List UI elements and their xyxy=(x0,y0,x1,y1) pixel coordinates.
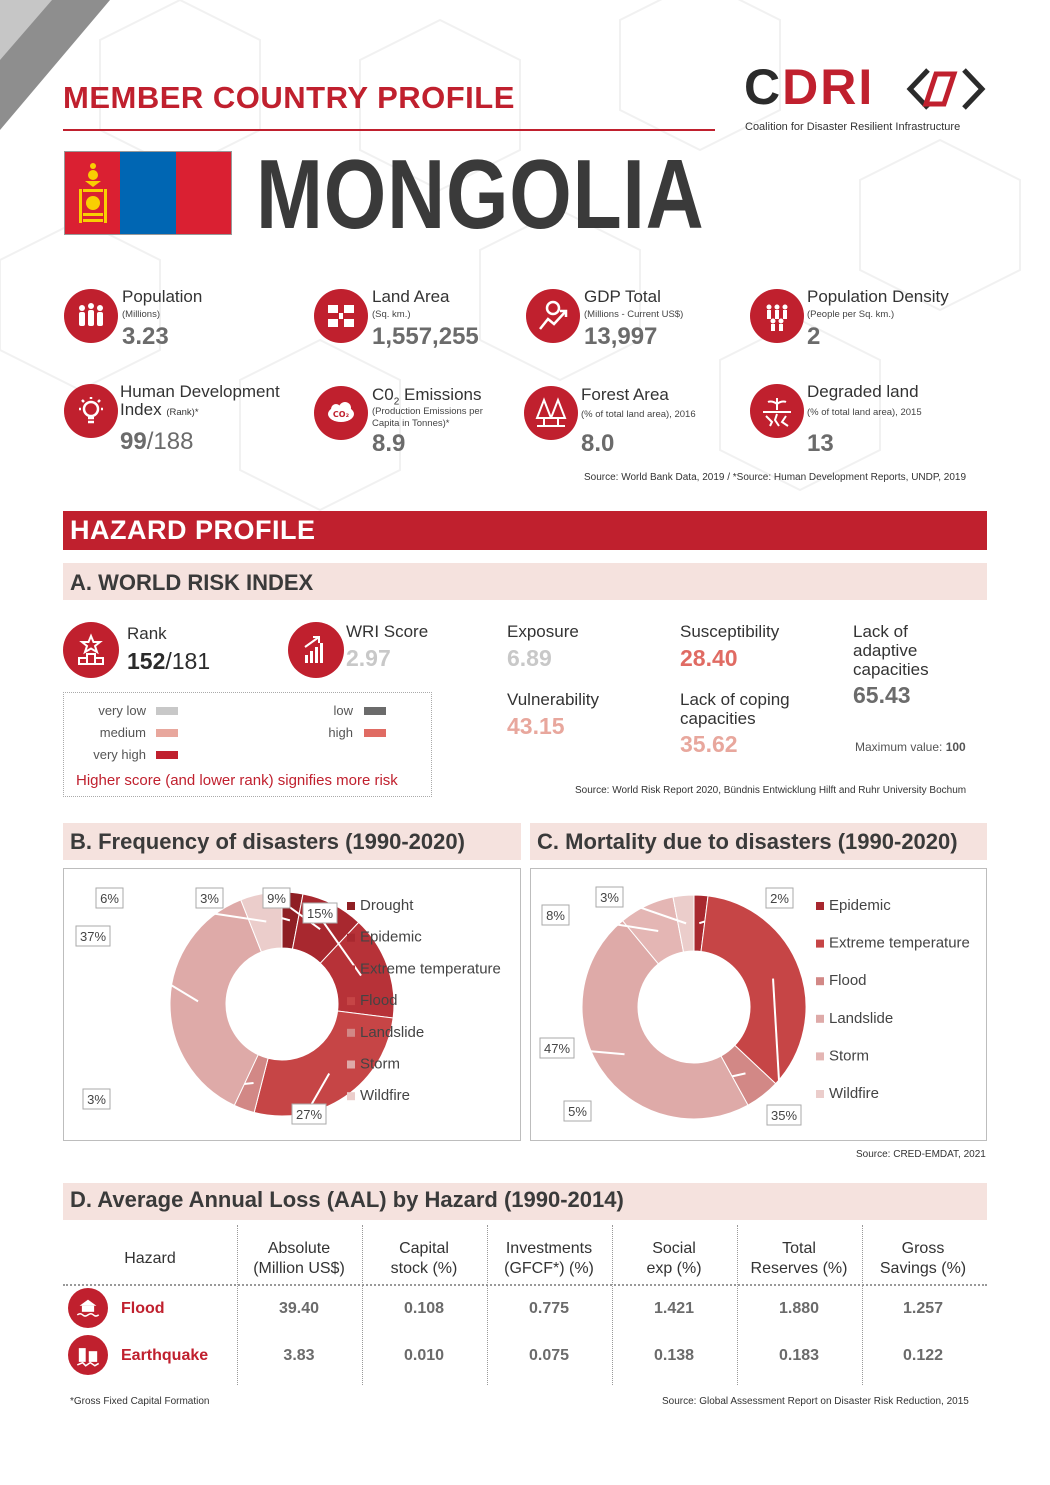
frequency-section-title: B. Frequency of disasters (1990-2020) xyxy=(70,829,465,854)
disaster-source: Source: CRED-EMDAT, 2021 xyxy=(856,1149,986,1160)
lack-coping-label-1: Lack of coping xyxy=(680,690,790,709)
logo-dri: DRI xyxy=(782,59,875,115)
forest-icon xyxy=(524,386,578,440)
table-cell: 0.122 xyxy=(902,1347,944,1364)
exposure-label: Exposure xyxy=(507,622,579,641)
lack-adaptive-label-2: adaptive xyxy=(853,641,918,660)
max-value-label: Maximum value: xyxy=(855,740,946,754)
table-header-cell xyxy=(861,1239,985,1279)
table-header-line: Total xyxy=(782,1240,816,1257)
bulb-icon xyxy=(64,384,118,438)
table-header-line: (Million US$) xyxy=(253,1260,345,1277)
table-cell: 1.257 xyxy=(902,1300,944,1317)
legend-label: Extreme temperature xyxy=(360,960,501,978)
lack-coping-value: 35.62 xyxy=(680,731,738,757)
lack-adaptive-label-3: capacities xyxy=(853,660,929,679)
max-value-note xyxy=(855,740,966,754)
wri-score-value: 2.97 xyxy=(346,645,391,671)
table-cell: 0.138 xyxy=(653,1347,695,1364)
legend-swatch xyxy=(347,1092,355,1100)
legend-swatch xyxy=(347,1061,355,1069)
legend-label: Landslide xyxy=(829,1009,894,1027)
degraded-land-label: Degraded land xyxy=(807,382,919,401)
legend-swatch xyxy=(816,940,824,948)
flag-right-stripe xyxy=(176,152,231,234)
legend-label: Drought xyxy=(360,897,414,914)
table-header-divider xyxy=(63,1284,987,1286)
table-cell: 0.183 xyxy=(778,1347,820,1364)
table-header-line: (GFCF*) (%) xyxy=(504,1260,594,1277)
legend-label: Extreme temperature xyxy=(829,934,970,952)
flood-icon xyxy=(68,1288,108,1328)
legend-swatch xyxy=(816,902,824,910)
table-header-cell xyxy=(88,1249,212,1269)
table-cell: 1.880 xyxy=(778,1300,820,1317)
density-label: Population Density xyxy=(807,287,949,306)
hdi-value xyxy=(120,428,193,456)
land-area-unit: (Sq. km.) xyxy=(372,309,411,320)
degraded-land-value: 13 xyxy=(807,430,834,457)
table-header-line: Reserves (%) xyxy=(750,1260,848,1277)
hdi-unit: (Rank)* xyxy=(166,407,199,418)
co2-unit-line2: Capita in Tonnes)* xyxy=(372,418,450,429)
slice-percentage-label xyxy=(96,888,123,908)
table-cell: 0.108 xyxy=(403,1300,445,1317)
density-value: 2 xyxy=(807,323,821,350)
legend-label: Flood xyxy=(829,972,867,990)
susceptibility-label: Susceptibility xyxy=(680,622,780,641)
slice-percentage-label xyxy=(542,905,569,925)
mortality-section-title: C. Mortality due to disasters (1990-2020) xyxy=(537,829,958,854)
table-header-line: exp (%) xyxy=(646,1260,702,1277)
density-unit: (People per Sq. km.) xyxy=(807,309,895,320)
legend-high-swatch xyxy=(364,729,386,737)
gdp-label: GDP Total xyxy=(584,287,661,306)
aal-source: Source: Global Assessment Report on Disaster Risk Reduction, 2015 xyxy=(662,1396,969,1407)
title-rule xyxy=(63,129,715,131)
table-row-hazard-name: Earthquake xyxy=(121,1347,209,1364)
degraded-land-unit: (% of total land area), 2015 xyxy=(807,407,922,418)
stats-source: Source: World Bank Data, 2019 / *Source: Human Development Reports, UNDP, 2019 xyxy=(584,472,967,483)
degraded-land-icon xyxy=(750,384,804,438)
donut-slice-storm xyxy=(170,900,261,1105)
table-header-line: Absolute xyxy=(267,1240,331,1257)
rank-label: Rank xyxy=(127,624,167,643)
legend-label: Flood xyxy=(360,992,398,1010)
table-cell: 0.775 xyxy=(528,1300,570,1317)
land-area-value: 1,557,255 xyxy=(372,323,479,350)
slice-percentage-text: 37% xyxy=(79,929,107,944)
flag-left-stripe xyxy=(65,152,120,234)
susceptibility-value: 28.40 xyxy=(680,645,738,671)
table-cell: 39.40 xyxy=(278,1300,320,1317)
vulnerability-value: 43.15 xyxy=(507,713,565,739)
mortality-donut-chart xyxy=(530,868,987,1141)
legend-low-swatch xyxy=(364,707,386,715)
legend-swatch xyxy=(347,934,355,942)
rank-value xyxy=(127,648,210,675)
slice-percentage-label xyxy=(76,926,110,946)
cdri-logo-text xyxy=(744,58,874,116)
forest-label: Forest Area xyxy=(581,385,669,404)
logo-subtitle: Coalition for Disaster Resilient Infrastructure xyxy=(745,121,961,133)
legend-label: Storm xyxy=(360,1055,401,1073)
slice-percentage-text: 2% xyxy=(770,891,789,906)
legend-note: Higher score (and lower rank) signifies more risk xyxy=(76,772,398,789)
table-header-line: Savings (%) xyxy=(879,1260,967,1277)
legend-swatch xyxy=(816,1015,824,1023)
table-header-line: Capital xyxy=(399,1240,449,1257)
slice-percentage-label xyxy=(263,888,290,908)
slice-percentage-label xyxy=(596,887,623,907)
co2-icon-text: CO₂ xyxy=(332,410,350,419)
hdi-rank-total: /188 xyxy=(146,428,194,455)
legend-label: Storm xyxy=(829,1047,870,1065)
table-cell: 1.421 xyxy=(653,1300,695,1317)
earthquake-icon xyxy=(68,1335,108,1375)
legend-swatch xyxy=(347,1029,355,1037)
gdp-unit: (Millions - Current US$) xyxy=(584,309,684,320)
co2-icon xyxy=(314,386,368,440)
table-cell: 3.83 xyxy=(283,1347,315,1364)
table-header-line: stock (%) xyxy=(390,1260,458,1277)
legend-swatch xyxy=(347,902,355,910)
legend-medium-label: medium xyxy=(99,725,146,740)
forest-unit: (% of total land area), 2016 xyxy=(581,409,696,420)
hdi-rank: 99 xyxy=(120,428,147,455)
legend-swatch xyxy=(816,977,824,985)
aal-section-title: D. Average Annual Loss (AAL) by Hazard (1990-2014) xyxy=(70,1187,624,1212)
slice-percentage-text: 6% xyxy=(100,891,119,906)
table-cell: 0.010 xyxy=(403,1347,445,1364)
land-area-icon xyxy=(314,289,368,343)
lack-adaptive-value: 65.43 xyxy=(853,682,911,708)
population-label: Population xyxy=(122,287,203,306)
wri-source: Source: World Risk Report 2020, Bündnis Entwicklung Hilft and Ruhr University Bochum xyxy=(575,785,967,796)
slice-percentage-text: 47% xyxy=(543,1041,571,1056)
legend-swatch xyxy=(347,965,355,973)
slice-percentage-label xyxy=(303,903,337,923)
vulnerability-label: Vulnerability xyxy=(507,690,599,709)
slice-percentage-text: 3% xyxy=(200,891,219,906)
table-header-cell xyxy=(612,1239,736,1279)
slice-percentage-text: 15% xyxy=(306,906,334,921)
rank-total: /181 xyxy=(165,648,211,674)
legend-very-low-swatch xyxy=(156,707,178,715)
population-icon xyxy=(64,289,118,343)
legend-high-label: high xyxy=(328,725,353,740)
wri-score-icon xyxy=(288,622,344,678)
wri-section-title: A. WORLD RISK INDEX xyxy=(70,570,314,595)
logo-c: C xyxy=(744,59,783,115)
population-unit: (Millions) xyxy=(122,309,160,320)
table-header-line: Hazard xyxy=(124,1250,176,1267)
density-icon xyxy=(750,289,804,343)
table-row-hazard-name: Flood xyxy=(121,1300,165,1317)
co2-value: 8.9 xyxy=(372,430,406,457)
table-header-line: Gross xyxy=(901,1240,945,1257)
land-area-label: Land Area xyxy=(372,287,450,306)
slice-percentage-text: 27% xyxy=(295,1107,323,1122)
rank-number: 152 xyxy=(127,648,166,674)
gdp-icon xyxy=(526,289,580,343)
frequency-donut-chart xyxy=(63,868,521,1141)
legend-label: Landslide xyxy=(360,1023,425,1041)
exposure-value: 6.89 xyxy=(507,645,552,671)
co2-unit: (Production Emissions per xyxy=(372,406,483,417)
table-header-cell xyxy=(362,1239,486,1279)
corner-decoration-light xyxy=(0,0,52,60)
cdri-logo-icon xyxy=(906,66,986,112)
slice-percentage-label xyxy=(564,1101,591,1121)
aal-footnote: *Gross Fixed Capital Formation xyxy=(70,1396,210,1407)
slice-percentage-text: 8% xyxy=(546,908,565,923)
hdi-label: Human Development xyxy=(120,382,280,401)
hazard-profile-title: HAZARD PROFILE xyxy=(70,515,316,545)
legend-label: Wildfire xyxy=(360,1087,411,1105)
slice-percentage-text: 3% xyxy=(600,890,619,905)
legend-very-high-label: very high xyxy=(93,747,146,762)
legend-label: Wildfire xyxy=(829,1085,880,1102)
table-header-line: Social xyxy=(652,1240,696,1257)
table-header-cell xyxy=(237,1239,361,1279)
rank-icon xyxy=(63,622,119,678)
slice-percentage-label xyxy=(292,1104,326,1124)
hdi-label-index: Index xyxy=(120,400,162,419)
slice-percentage-label xyxy=(766,888,793,908)
gdp-value: 13,997 xyxy=(584,323,658,350)
soyombo-icon xyxy=(79,160,107,226)
legend-label: Epidemic xyxy=(360,928,422,946)
slice-percentage-label xyxy=(83,1089,110,1109)
co2-label-tail: Emissions xyxy=(399,385,482,404)
co2-label-main: C0 xyxy=(372,385,394,404)
co2-label-sub: 2 xyxy=(393,396,400,408)
slice-percentage-text: 9% xyxy=(267,891,286,906)
forest-value: 8.0 xyxy=(581,430,615,457)
table-header-cell xyxy=(737,1239,861,1279)
table-header-line: Investments xyxy=(505,1240,593,1257)
legend-low-label: low xyxy=(333,703,353,718)
legend-swatch xyxy=(347,997,355,1005)
donut-slice-extreme-temperature xyxy=(701,896,806,1084)
slice-percentage-label xyxy=(767,1105,801,1125)
slice-percentage-text: 5% xyxy=(568,1104,587,1119)
table-cell: 0.075 xyxy=(528,1347,570,1364)
legend-swatch xyxy=(816,1090,824,1098)
hdi-label-line2 xyxy=(120,401,199,422)
wri-score-label: WRI Score xyxy=(346,622,429,641)
slice-percentage-label xyxy=(196,888,223,908)
slice-percentage-text: 3% xyxy=(87,1092,106,1107)
lack-coping-label-2: capacities xyxy=(680,709,756,728)
max-value-number: 100 xyxy=(945,740,966,754)
country-name: MONGOLIA xyxy=(256,139,705,249)
legend-label: Epidemic xyxy=(829,897,891,914)
slice-percentage-label xyxy=(540,1038,574,1058)
legend-very-low-label: very low xyxy=(98,703,146,718)
table-header-cell xyxy=(487,1239,611,1279)
legend-swatch xyxy=(816,1052,824,1060)
legend-medium-swatch xyxy=(156,729,178,737)
page-title: MEMBER COUNTRY PROFILE xyxy=(63,80,515,115)
lack-adaptive-label-1: Lack of xyxy=(853,622,908,641)
legend-very-high-swatch xyxy=(156,751,178,759)
population-value: 3.23 xyxy=(122,323,169,350)
flag-middle-stripe xyxy=(120,152,175,234)
slice-percentage-text: 35% xyxy=(770,1108,798,1123)
mongolia-flag xyxy=(64,151,232,235)
